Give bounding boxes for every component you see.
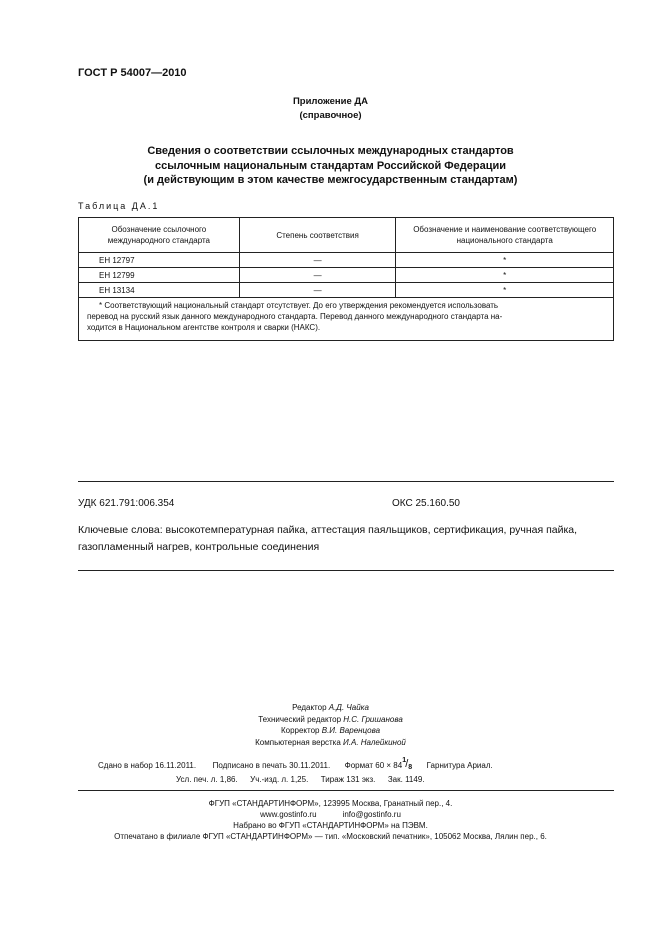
title-line: Сведения о соответствии ссылочных международных стандартов (147, 145, 514, 157)
header-text: национального стандарта (456, 236, 553, 245)
format-fraction: 1 / 8 (402, 757, 413, 771)
header-text: международного стандарта (107, 236, 210, 245)
appendix-heading (0, 95, 661, 123)
title-line: (и действующим в этом качестве межгосударственным стандартам) (143, 174, 518, 186)
keywords-line: Ключевые слова: высокотемпературная пайка, аттестация паяльщиков, сертификация, ручная пайка, (78, 524, 578, 536)
print-format: Формат 60 × 84 (344, 761, 403, 770)
print-signed: Подписано в печать 30.11.2011. (212, 761, 331, 770)
divider-line (78, 481, 614, 482)
fraction-denominator: 8 (408, 764, 413, 771)
correspondence-table (78, 217, 614, 341)
cell-degree: — (239, 283, 396, 298)
cell-designation: ЕН 12797 (79, 253, 240, 268)
udk-code: УДК 621.791:006.354 (78, 498, 175, 509)
table-caption: Таблица ДА.1 (78, 201, 160, 211)
appendix-type: (справочное) (299, 110, 362, 121)
publisher-printed: Отпечатано в филиале ФГУП «СТАНДАРТИНФОРМ» — тип. «Московский печатник», 105062 Москва, Лялин пер., 6. (114, 832, 547, 841)
credit-name: И.А. Налейкиной (343, 737, 406, 747)
title-line: ссылочным национальным стандартам Российской Федерации (154, 159, 507, 172)
footnote-line: перевод на русский язык данного международного стандарта. Перевод данного международного стандарта на- (87, 312, 503, 321)
credit-label: Компьютерная верстка (255, 737, 341, 747)
cell-designation: ЕН 12799 (79, 268, 240, 283)
table-row (79, 253, 614, 268)
cell-national: * (396, 283, 614, 298)
keywords-line: газопламенный нагрев, контрольные соединения (78, 541, 320, 553)
print-submitted: Сдано в набор 16.11.2011. (98, 761, 197, 770)
publisher-typeset: Набрано во ФГУП «СТАНДАРТИНФОРМ» на ПЭВМ. (233, 821, 428, 830)
table-header-row (79, 218, 614, 253)
print-run: Тираж 131 экз. (320, 775, 376, 784)
print-line-2 (176, 775, 425, 784)
keywords (78, 522, 618, 556)
credit-layout (0, 737, 661, 749)
publisher-address: ФГУП «СТАНДАРТИНФОРМ», 123995 Москва, Гранатный пер., 4. (208, 799, 453, 808)
cell-degree: — (239, 253, 396, 268)
publisher-info (0, 798, 661, 842)
credit-name: А.Д. Чайка (328, 703, 369, 712)
header-text: Обозначение и наименование соответствующего (413, 225, 597, 234)
cell-national: * (396, 268, 614, 283)
print-sheets: Усл. печ. л. 1,86. (176, 775, 238, 784)
fraction-numerator: 1 (402, 757, 407, 764)
credit-label: Корректор (280, 726, 320, 735)
table-row (79, 268, 614, 283)
publisher-email: info@gostinfo.ru (342, 810, 401, 819)
print-pub-sheets: Уч.-изд. л. 1,25. (250, 775, 309, 784)
header-designation (79, 218, 240, 253)
divider-line (78, 570, 614, 571)
credit-corrector (0, 725, 661, 737)
header-national (396, 218, 614, 253)
cell-designation: ЕН 13134 (79, 283, 240, 298)
print-font: Гарнитура Ариал. (426, 761, 493, 770)
footnote-line: ходится в Национальном агентстве контроля и сварки (НАКС). (87, 323, 321, 332)
header-degree: Степень соответствия (239, 218, 396, 253)
publisher-contacts (0, 809, 661, 820)
print-order: Зак. 1149. (387, 775, 425, 784)
header-text: Обозначение ссылочного (111, 225, 207, 234)
standard-number: ГОСТ Р 54007—2010 (78, 67, 187, 79)
cell-degree: — (239, 268, 396, 283)
appendix-label: Приложение ДА (292, 96, 369, 107)
credit-editor (0, 702, 661, 714)
credit-tech-editor (0, 714, 661, 726)
divider-line (78, 790, 614, 791)
credit-label: Технический редактор (258, 714, 342, 724)
appendix-title (0, 144, 661, 188)
oks-code: ОКС 25.160.50 (392, 498, 460, 509)
credit-name: Н.С. Гришанова (343, 714, 403, 724)
credit-label: Редактор (292, 703, 327, 712)
table-row (79, 283, 614, 298)
footnote-line: * Соответствующий национальный стандарт отсутствует. До его утверждения рекомендуется использовать (99, 301, 499, 310)
publisher-website: www.gostinfo.ru (260, 810, 317, 819)
cell-national: * (396, 253, 614, 268)
imprint-credits (0, 702, 661, 748)
print-line-1 (98, 757, 493, 771)
credit-name: В.И. Варенцова (321, 726, 381, 735)
table-footnote (79, 298, 614, 341)
table-note-row (79, 298, 614, 341)
